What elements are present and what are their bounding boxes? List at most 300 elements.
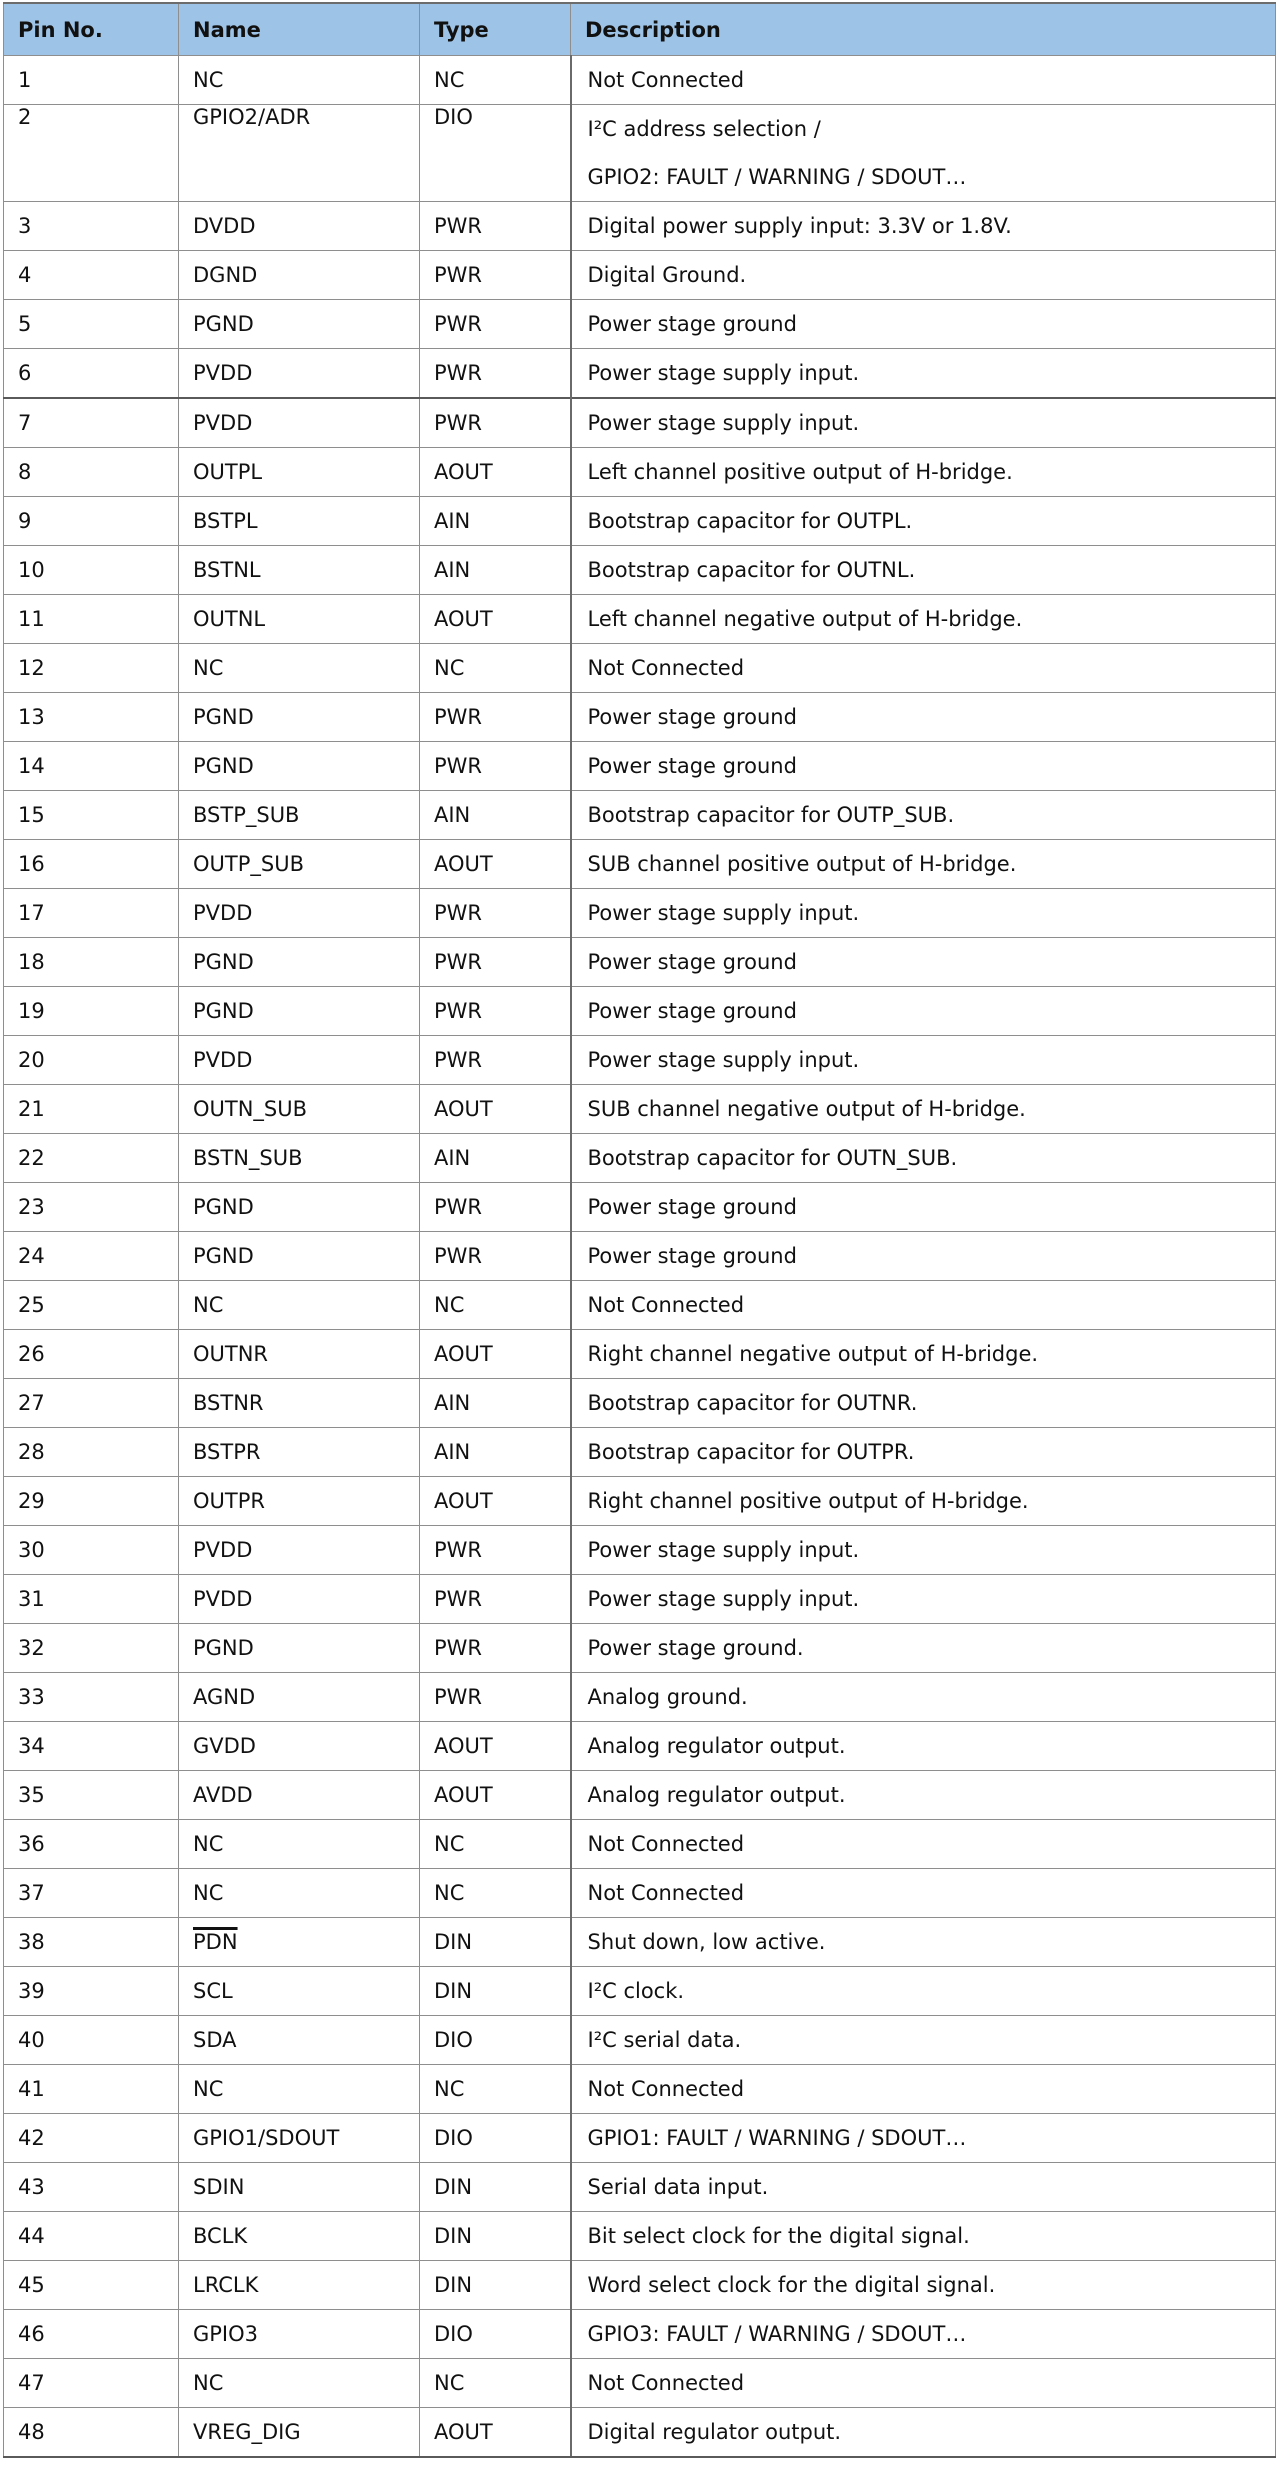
description-line: Bit select clock for the digital signal.	[587, 2224, 970, 2248]
table-row	[4, 987, 1276, 1036]
table-row	[4, 1624, 1276, 1673]
pin-description-cell	[571, 938, 1276, 987]
pin-number-cell: 9	[4, 497, 179, 546]
table-row	[4, 105, 1276, 202]
pin-description-cell	[571, 1232, 1276, 1281]
pin-type-cell: DIN	[420, 1918, 571, 1967]
pin-number-cell: 45	[4, 2261, 179, 2310]
pin-number-cell: 14	[4, 742, 179, 791]
table-row	[4, 595, 1276, 644]
pin-name-cell	[179, 1379, 420, 1428]
description-line: Digital regulator output.	[587, 2420, 842, 2444]
table-row	[4, 1477, 1276, 1526]
pin-name: PVDD	[193, 1048, 253, 1072]
pin-number-cell: 46	[4, 2310, 179, 2359]
description-line: Power stage supply input.	[587, 1048, 860, 1072]
pin-name-cell	[179, 2261, 420, 2310]
description-line: GPIO2: FAULT / WARNING / SDOUT…	[587, 165, 967, 189]
pin-description-cell	[571, 1134, 1276, 1183]
pin-name: LRCLK	[193, 2273, 259, 2297]
pin-type-cell: NC	[420, 56, 571, 105]
pin-type-cell: DIN	[420, 2212, 571, 2261]
pin-number-cell: 27	[4, 1379, 179, 1428]
pin-name: SCL	[193, 1979, 233, 2003]
pin-type-cell: NC	[420, 2065, 571, 2114]
pin-number-cell: 17	[4, 889, 179, 938]
pin-number-cell: 15	[4, 791, 179, 840]
table-row	[4, 644, 1276, 693]
table-row	[4, 2261, 1276, 2310]
pin-description-cell	[571, 349, 1276, 399]
table-row	[4, 1526, 1276, 1575]
description-line: Power stage supply input.	[587, 901, 860, 925]
pin-description-cell	[571, 1722, 1276, 1771]
pin-number-cell: 19	[4, 987, 179, 1036]
description-line: Bootstrap capacitor for OUTP_SUB.	[587, 803, 955, 827]
table-row	[4, 1134, 1276, 1183]
pin-number-cell: 24	[4, 1232, 179, 1281]
pin-description-cell	[571, 1673, 1276, 1722]
pin-description-cell	[571, 1183, 1276, 1232]
pin-name-cell	[179, 1722, 420, 1771]
description-line: Power stage supply input.	[587, 361, 860, 385]
pin-name-cell	[179, 1428, 420, 1477]
pin-description-cell	[571, 2114, 1276, 2163]
table-row	[4, 2310, 1276, 2359]
pin-name: NC	[193, 1881, 224, 1905]
pin-number-cell: 43	[4, 2163, 179, 2212]
pin-number-cell: 1	[4, 56, 179, 105]
description-line: Not Connected	[587, 1293, 745, 1317]
pin-type-cell: AIN	[420, 1134, 571, 1183]
pin-name-cell	[179, 2114, 420, 2163]
table-row	[4, 2163, 1276, 2212]
pin-name: AGND	[193, 1685, 256, 1709]
pin-name: PGND	[193, 1244, 254, 1268]
pin-number-cell: 31	[4, 1575, 179, 1624]
pin-description-cell	[571, 497, 1276, 546]
table-row	[4, 1428, 1276, 1477]
pin-description-cell	[571, 251, 1276, 300]
pin-name: BCLK	[193, 2224, 248, 2248]
description-line: Power stage ground	[587, 1244, 797, 1268]
description-line: I²C address selection /	[587, 117, 821, 141]
table-row	[4, 2065, 1276, 2114]
pin-type-cell: DIO	[420, 2310, 571, 2359]
pin-name: VREG_DIG	[193, 2420, 301, 2444]
table-row	[4, 349, 1276, 399]
pin-type-cell: AIN	[420, 791, 571, 840]
pin-type-cell: AIN	[420, 1428, 571, 1477]
pin-type-cell: NC	[420, 1820, 571, 1869]
description-line: Right channel negative output of H-bridge.	[587, 1342, 1039, 1366]
description-line: Digital power supply input: 3.3V or 1.8V.	[587, 214, 1012, 238]
pin-name: PGND	[193, 705, 254, 729]
pin-name-cell	[179, 1477, 420, 1526]
pin-number-cell: 39	[4, 1967, 179, 2016]
pin-type-cell: AIN	[420, 1379, 571, 1428]
pin-type-cell: PWR	[420, 987, 571, 1036]
table-row	[4, 2016, 1276, 2065]
table-row	[4, 497, 1276, 546]
pin-type-cell: AIN	[420, 546, 571, 595]
table-row	[4, 1575, 1276, 1624]
pin-table-container	[3, 2, 1275, 2458]
description-line: Power stage ground	[587, 754, 797, 778]
pin-name: OUTP_SUB	[193, 852, 304, 876]
pin-number-cell: 40	[4, 2016, 179, 2065]
pin-number-cell: 37	[4, 1869, 179, 1918]
pin-number-cell: 38	[4, 1918, 179, 1967]
pin-number-cell: 8	[4, 448, 179, 497]
pin-name: PGND	[193, 1636, 254, 1660]
pin-type-cell: PWR	[420, 251, 571, 300]
pin-name: OUTN_SUB	[193, 1097, 308, 1121]
description-line: Bootstrap capacitor for OUTNL.	[587, 558, 916, 582]
pin-number-cell: 20	[4, 1036, 179, 1085]
pin-number-cell: 5	[4, 300, 179, 349]
pin-number-cell: 33	[4, 1673, 179, 1722]
pin-type-cell: AOUT	[420, 448, 571, 497]
pin-number-cell: 16	[4, 840, 179, 889]
pin-type-cell: PWR	[420, 889, 571, 938]
description-line: GPIO1: FAULT / WARNING / SDOUT…	[587, 2126, 967, 2150]
pin-name-cell	[179, 202, 420, 251]
pin-number-cell: 25	[4, 1281, 179, 1330]
pin-type-cell: AOUT	[420, 840, 571, 889]
description-line: Shut down, low active.	[587, 1930, 826, 1954]
pin-type-cell: AIN	[420, 497, 571, 546]
pin-number-cell: 28	[4, 1428, 179, 1477]
pin-name: GVDD	[193, 1734, 256, 1758]
pin-name: OUTNL	[193, 607, 266, 631]
pin-name: PGND	[193, 999, 254, 1023]
pin-description-cell	[571, 448, 1276, 497]
pin-description-cell	[571, 987, 1276, 1036]
description-line: Power stage ground	[587, 1195, 797, 1219]
pin-name-cell	[179, 1183, 420, 1232]
pin-type-cell: NC	[420, 644, 571, 693]
pin-description-cell	[571, 1085, 1276, 1134]
description-line: Power stage ground	[587, 705, 797, 729]
description-line: Power stage ground	[587, 950, 797, 974]
pin-name-cell	[179, 1673, 420, 1722]
pin-name: BSTPR	[193, 1440, 261, 1464]
pin-type-cell: DIO	[420, 2016, 571, 2065]
pin-name-cell	[179, 1085, 420, 1134]
pin-number-cell: 6	[4, 349, 179, 399]
pin-name-cell	[179, 398, 420, 448]
pin-description-cell	[571, 2359, 1276, 2408]
pin-type-cell: AOUT	[420, 2408, 571, 2458]
description-line: Power stage ground.	[587, 1636, 804, 1660]
pin-name-cell	[179, 497, 420, 546]
description-line: Not Connected	[587, 1832, 745, 1856]
pin-description-cell	[571, 2408, 1276, 2458]
table-row	[4, 300, 1276, 349]
table-row	[4, 1281, 1276, 1330]
pin-name-cell	[179, 1330, 420, 1379]
pin-name: PGND	[193, 950, 254, 974]
description-line: Analog regulator output.	[587, 1734, 846, 1758]
pin-name: NC	[193, 2077, 224, 2101]
table-row	[4, 1036, 1276, 1085]
pin-description-cell	[571, 1428, 1276, 1477]
pin-number-cell: 42	[4, 2114, 179, 2163]
pin-name-cell	[179, 1232, 420, 1281]
pin-name-cell	[179, 2065, 420, 2114]
pin-description-cell	[571, 1379, 1276, 1428]
description-line: Not Connected	[587, 2371, 745, 2395]
pin-number-cell: 3	[4, 202, 179, 251]
description-line: Power stage supply input.	[587, 411, 860, 435]
pin-type-cell: PWR	[420, 1575, 571, 1624]
pin-name-cell	[179, 742, 420, 791]
pin-name-cell	[179, 1134, 420, 1183]
pin-description-cell	[571, 202, 1276, 251]
pin-number-cell: 47	[4, 2359, 179, 2408]
pin-number-cell: 7	[4, 398, 179, 448]
pin-type-cell: PWR	[420, 202, 571, 251]
description-line: Analog regulator output.	[587, 1783, 846, 1807]
pin-type-cell: AOUT	[420, 1477, 571, 1526]
pin-type-cell: PWR	[420, 1624, 571, 1673]
pin-name-cell	[179, 644, 420, 693]
table-row	[4, 1379, 1276, 1428]
pin-number-cell: 29	[4, 1477, 179, 1526]
pin-number-cell: 36	[4, 1820, 179, 1869]
pin-number-cell: 11	[4, 595, 179, 644]
pin-number-cell: 44	[4, 2212, 179, 2261]
pin-description-cell	[571, 791, 1276, 840]
pin-name-cell	[179, 2408, 420, 2458]
pin-name-cell	[179, 2212, 420, 2261]
pin-name: NC	[193, 68, 224, 92]
pin-number-cell: 26	[4, 1330, 179, 1379]
pin-name: SDA	[193, 2028, 237, 2052]
pin-name: GPIO3	[193, 2322, 259, 2346]
pin-name: NC	[193, 1293, 224, 1317]
table-row	[4, 546, 1276, 595]
pin-name: NC	[193, 2371, 224, 2395]
table-row	[4, 889, 1276, 938]
pin-name: OUTNR	[193, 1342, 269, 1366]
table-row	[4, 1820, 1276, 1869]
pin-name-cell	[179, 1918, 420, 1967]
table-row	[4, 1771, 1276, 1820]
pin-type-cell: PWR	[420, 349, 571, 399]
pin-number-cell: 4	[4, 251, 179, 300]
pin-description-cell	[571, 105, 1276, 202]
pin-number-cell: 48	[4, 2408, 179, 2458]
pin-number-cell: 13	[4, 693, 179, 742]
pin-name-cell	[179, 2310, 420, 2359]
pin-number-cell: 18	[4, 938, 179, 987]
pin-number-cell: 2	[4, 105, 179, 202]
pin-description-cell	[571, 1624, 1276, 1673]
header-pin-no: Pin No.	[4, 3, 179, 56]
description-line: GPIO3: FAULT / WARNING / SDOUT…	[587, 2322, 967, 2346]
pin-description-cell	[571, 1918, 1276, 1967]
pin-type-cell: PWR	[420, 1036, 571, 1085]
description-line: Analog ground.	[587, 1685, 748, 1709]
pin-name: AVDD	[193, 1783, 253, 1807]
pin-description-cell	[571, 56, 1276, 105]
table-row	[4, 791, 1276, 840]
pin-name: PVDD	[193, 411, 253, 435]
pin-name: $\overline{PDN}$	[193, 1930, 238, 1954]
pin-type-cell: AOUT	[420, 1085, 571, 1134]
pin-description-cell	[571, 2163, 1276, 2212]
pin-type-cell: AOUT	[420, 1722, 571, 1771]
description-line: Power stage supply input.	[587, 1538, 860, 1562]
table-row	[4, 1232, 1276, 1281]
pin-name: DVDD	[193, 214, 256, 238]
description-line: Left channel positive output of H-bridge.	[587, 460, 1013, 484]
pin-number-cell: 32	[4, 1624, 179, 1673]
pin-name-cell	[179, 1967, 420, 2016]
pin-description-cell	[571, 1771, 1276, 1820]
pin-type-cell: AOUT	[420, 1771, 571, 1820]
pin-type-cell: DIN	[420, 1967, 571, 2016]
description-line: Bootstrap capacitor for OUTPL.	[587, 509, 913, 533]
pin-name: BSTPL	[193, 509, 258, 533]
pin-name: GPIO1/SDOUT	[193, 2126, 340, 2150]
pin-type-cell: PWR	[420, 398, 571, 448]
table-row	[4, 840, 1276, 889]
pin-name: NC	[193, 1832, 224, 1856]
table-row	[4, 2359, 1276, 2408]
pin-name: OUTPL	[193, 460, 263, 484]
description-line: Not Connected	[587, 2077, 745, 2101]
pin-type-cell: PWR	[420, 1183, 571, 1232]
table-row	[4, 1330, 1276, 1379]
pin-name: DGND	[193, 263, 258, 287]
description-line: SUB channel positive output of H-bridge.	[587, 852, 1017, 876]
pin-description-cell	[571, 1281, 1276, 1330]
pin-name: BSTN_SUB	[193, 1146, 303, 1170]
pin-number-cell: 30	[4, 1526, 179, 1575]
table-row	[4, 2212, 1276, 2261]
pin-number-cell: 34	[4, 1722, 179, 1771]
pin-description-cell	[571, 644, 1276, 693]
pin-type-cell: PWR	[420, 1673, 571, 1722]
description-line: Word select clock for the digital signal.	[587, 2273, 996, 2297]
table-row	[4, 2114, 1276, 2163]
pin-name-cell	[179, 889, 420, 938]
description-line: Power stage ground	[587, 999, 797, 1023]
table-row	[4, 1183, 1276, 1232]
pin-name-cell	[179, 448, 420, 497]
pin-name-cell	[179, 1575, 420, 1624]
pin-description-cell	[571, 1820, 1276, 1869]
pin-description-cell	[571, 2065, 1276, 2114]
table-row	[4, 1085, 1276, 1134]
pin-description-cell	[571, 840, 1276, 889]
description-line: Not Connected	[587, 656, 745, 680]
pin-name-cell	[179, 300, 420, 349]
table-row	[4, 938, 1276, 987]
pin-name-cell	[179, 1771, 420, 1820]
table-row	[4, 251, 1276, 300]
table-row	[4, 1967, 1276, 2016]
pin-name-cell	[179, 56, 420, 105]
pin-name: BSTP_SUB	[193, 803, 300, 827]
pin-name-cell	[179, 105, 420, 202]
pin-number-cell: 10	[4, 546, 179, 595]
pin-number-cell: 35	[4, 1771, 179, 1820]
pin-description-cell	[571, 1477, 1276, 1526]
pin-name-cell	[179, 2016, 420, 2065]
pin-name: GPIO2/ADR	[193, 105, 311, 129]
pin-name: PVDD	[193, 1538, 253, 1562]
header-type: Type	[420, 3, 571, 56]
pin-name-cell	[179, 251, 420, 300]
description-line: Bootstrap capacitor for OUTNR.	[587, 1391, 918, 1415]
pin-name-cell	[179, 791, 420, 840]
pin-number-cell: 21	[4, 1085, 179, 1134]
pin-type-cell: DIO	[420, 105, 571, 202]
pin-description-cell	[571, 1967, 1276, 2016]
pin-description-cell	[571, 595, 1276, 644]
description-line: Serial data input.	[587, 2175, 769, 2199]
pin-description-cell	[571, 2016, 1276, 2065]
description-line: Not Connected	[587, 1881, 745, 1905]
pin-name: PGND	[193, 1195, 254, 1219]
pin-name-cell	[179, 1036, 420, 1085]
pin-name: PGND	[193, 754, 254, 778]
table-row	[4, 2408, 1276, 2458]
pin-type-cell: NC	[420, 1869, 571, 1918]
pin-description-cell	[571, 1575, 1276, 1624]
pin-type-cell: PWR	[420, 693, 571, 742]
pin-name-cell	[179, 2163, 420, 2212]
pin-type-cell: NC	[420, 2359, 571, 2408]
pin-description-cell	[571, 693, 1276, 742]
header-name: Name	[179, 3, 420, 56]
pin-type-cell: NC	[420, 1281, 571, 1330]
pin-name: OUTPR	[193, 1489, 265, 1513]
table-row	[4, 398, 1276, 448]
pin-description-cell	[571, 1330, 1276, 1379]
pin-type-cell: PWR	[420, 742, 571, 791]
table-row	[4, 1673, 1276, 1722]
pin-description-cell	[571, 742, 1276, 791]
pin-name-cell	[179, 1869, 420, 1918]
pin-type-cell: PWR	[420, 300, 571, 349]
table-row	[4, 742, 1276, 791]
pin-name-cell	[179, 1281, 420, 1330]
pin-type-cell: PWR	[420, 938, 571, 987]
table-row	[4, 202, 1276, 251]
pin-description-cell	[571, 1036, 1276, 1085]
pin-name-cell	[179, 2359, 420, 2408]
pin-description-cell	[571, 889, 1276, 938]
pin-name-cell	[179, 1820, 420, 1869]
pin-name: BSTNR	[193, 1391, 264, 1415]
pin-name-cell	[179, 546, 420, 595]
pin-name: PVDD	[193, 901, 253, 925]
pin-name: PVDD	[193, 1587, 253, 1611]
pin-name-cell	[179, 595, 420, 644]
pin-type-cell: PWR	[420, 1526, 571, 1575]
pin-description-cell	[571, 398, 1276, 448]
description-line: Left channel negative output of H-bridge.	[587, 607, 1023, 631]
pin-name-cell	[179, 349, 420, 399]
pin-number-cell: 23	[4, 1183, 179, 1232]
pin-name-cell	[179, 938, 420, 987]
pin-number-cell: 12	[4, 644, 179, 693]
